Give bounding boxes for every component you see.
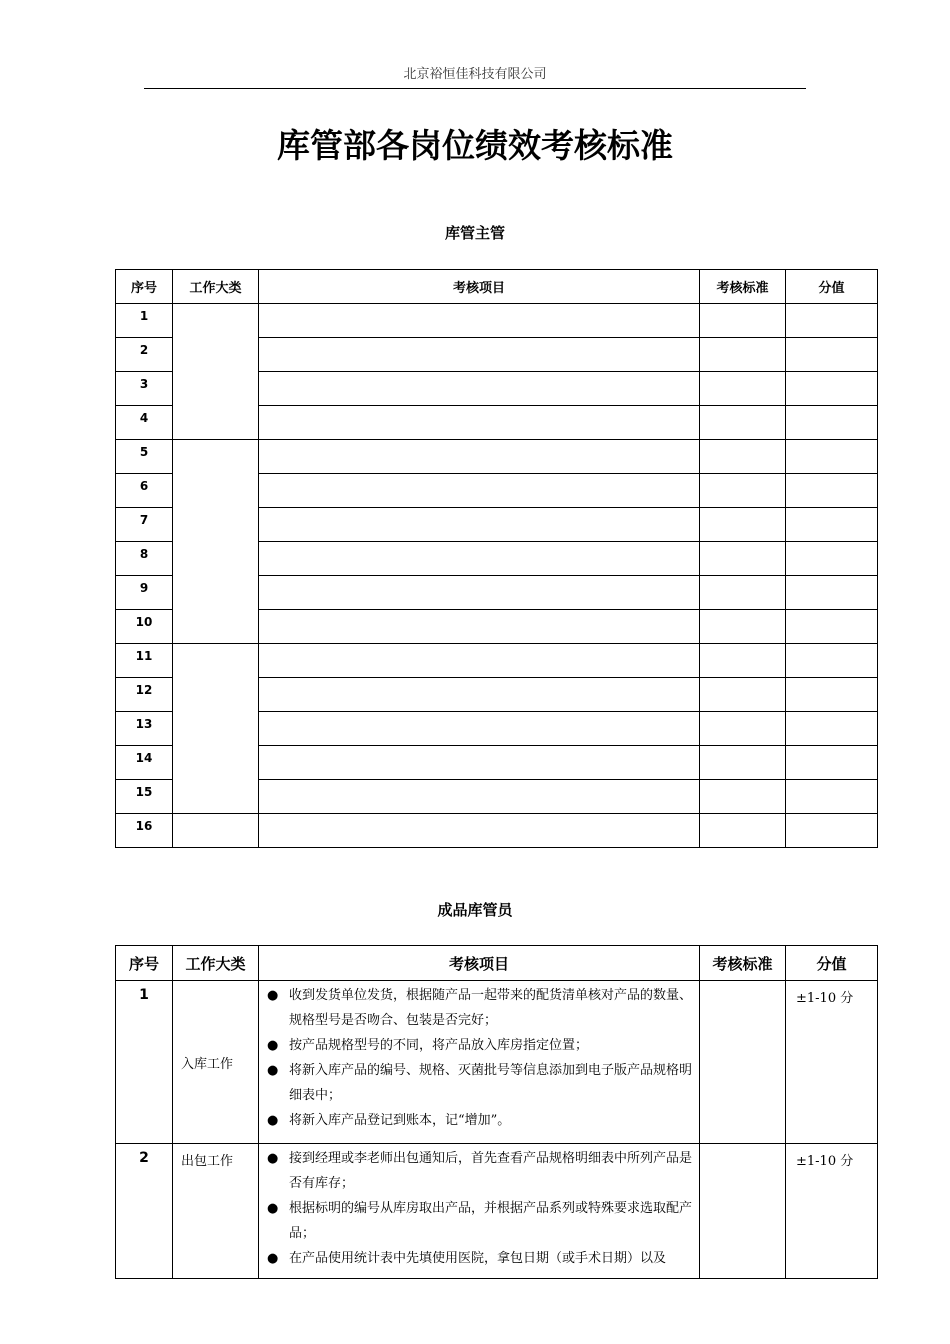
col-header-index: 序号 <box>116 270 173 304</box>
table-header-row <box>116 946 878 981</box>
section-title-warehouse-supervisor: 库管主管 <box>444 224 505 242</box>
standard-cell <box>700 814 786 848</box>
item-cell <box>259 678 700 712</box>
table-row <box>116 981 878 1144</box>
item-cell <box>259 746 700 780</box>
row-index: 5 <box>116 440 173 474</box>
row-index: 6 <box>116 474 173 508</box>
item-cell <box>259 814 700 848</box>
score-cell <box>786 814 878 848</box>
row-index: 4 <box>116 406 173 440</box>
standard-cell <box>700 712 786 746</box>
row-index: 7 <box>116 508 173 542</box>
standard-cell <box>700 644 786 678</box>
score-cell <box>786 610 878 644</box>
row-index: 16 <box>116 814 173 848</box>
score-cell <box>786 712 878 746</box>
row-index: 2 <box>116 338 173 372</box>
col-header-category: 工作大类 <box>173 270 259 304</box>
table-header-row <box>116 270 878 304</box>
standard-cell <box>700 542 786 576</box>
col-header-score: 分值 <box>786 946 878 981</box>
standard-cell <box>700 406 786 440</box>
standard-cell <box>700 338 786 372</box>
col-header-score: 分值 <box>786 270 878 304</box>
list-item: ● 在产品使用统计表中先填使用医院，拿包日期（或手术日期）以及 <box>267 1246 693 1271</box>
row-index: 8 <box>116 542 173 576</box>
col-header-standard: 考核标准 <box>700 270 786 304</box>
standard-cell <box>700 474 786 508</box>
standard-cell <box>700 304 786 338</box>
table-row <box>116 814 878 848</box>
standard-cell <box>700 440 786 474</box>
col-header-index: 序号 <box>116 946 173 981</box>
list-item: ● 按产品规格型号的不同，将产品放入库房指定位置； <box>267 1033 693 1058</box>
score-cell <box>786 406 878 440</box>
score-cell <box>786 542 878 576</box>
item-cell <box>259 644 700 678</box>
col-header-category: 工作大类 <box>173 946 259 981</box>
item-cell <box>259 712 700 746</box>
supervisor-table <box>115 269 878 848</box>
row-index: 11 <box>116 644 173 678</box>
row-index: 13 <box>116 712 173 746</box>
score-cell <box>786 338 878 372</box>
score-cell <box>786 780 878 814</box>
table-row <box>116 304 878 338</box>
score-cell <box>786 372 878 406</box>
standard-cell <box>700 372 786 406</box>
category-cell: 入库工作 <box>173 981 259 1144</box>
item-cell <box>259 542 700 576</box>
list-item: ● 将新入库产品登记到账本，记“增加”。 <box>267 1108 693 1133</box>
item-cell <box>259 372 700 406</box>
row-index: 1 <box>116 304 173 338</box>
standard-cell <box>700 678 786 712</box>
item-cell <box>259 1144 700 1279</box>
score-cell: ±1-10 分 <box>786 981 878 1144</box>
score-cell <box>786 644 878 678</box>
item-cell <box>259 474 700 508</box>
table-row <box>116 644 878 678</box>
row-index: 14 <box>116 746 173 780</box>
category-cell <box>173 644 259 814</box>
col-header-standard: 考核标准 <box>700 946 786 981</box>
score-cell: ±1-10 分 <box>786 1144 878 1279</box>
item-list <box>267 983 693 1133</box>
list-item: ● 收到发货单位发货，根据随产品一起带来的配货清单核对产品的数量、规格型号是否吻合、包装是否完好； <box>267 983 693 1033</box>
item-cell <box>259 304 700 338</box>
score-cell <box>786 304 878 338</box>
standard-cell <box>700 780 786 814</box>
list-item: ● 根据标明的编号从库房取出产品，并根据产品系列或特殊要求选取配产品； <box>267 1196 693 1246</box>
row-index: 1 <box>116 981 173 1144</box>
col-header-item: 考核项目 <box>259 946 700 981</box>
standard-cell <box>700 508 786 542</box>
standard-cell <box>700 1144 786 1279</box>
standard-cell <box>700 981 786 1144</box>
standard-cell <box>700 576 786 610</box>
item-cell <box>259 610 700 644</box>
score-cell <box>786 508 878 542</box>
page-header: 北京裕恒佳科技有限公司 <box>144 63 806 89</box>
row-index: 12 <box>116 678 173 712</box>
finished-goods-keeper-table <box>115 945 878 1279</box>
score-cell <box>786 474 878 508</box>
item-cell <box>259 406 700 440</box>
row-index: 3 <box>116 372 173 406</box>
category-cell: 出包工作 <box>173 1144 259 1279</box>
list-item: ● 接到经理或李老师出包通知后，首先查看产品规格明细表中所列产品是否有库存； <box>267 1146 693 1196</box>
standard-cell <box>700 610 786 644</box>
item-cell <box>259 981 700 1144</box>
category-cell <box>173 440 259 644</box>
list-item: ● 将新入库产品的编号、规格、灭菌批号等信息添加到电子版产品规格明细表中； <box>267 1058 693 1108</box>
score-cell <box>786 746 878 780</box>
standard-cell <box>700 746 786 780</box>
item-cell <box>259 338 700 372</box>
item-cell <box>259 508 700 542</box>
item-list <box>267 1146 693 1271</box>
section-title-finished-goods-keeper: 成品库管员 <box>437 901 513 919</box>
row-index: 9 <box>116 576 173 610</box>
row-index: 10 <box>116 610 173 644</box>
item-cell <box>259 780 700 814</box>
score-cell <box>786 576 878 610</box>
category-cell <box>173 814 259 848</box>
row-index: 15 <box>116 780 173 814</box>
table-row <box>116 440 878 474</box>
category-cell <box>173 304 259 440</box>
score-cell <box>786 678 878 712</box>
col-header-item: 考核项目 <box>259 270 700 304</box>
score-cell <box>786 440 878 474</box>
item-cell <box>259 440 700 474</box>
document-title: 库管部各岗位绩效考核标准 <box>277 126 673 165</box>
item-cell <box>259 576 700 610</box>
table-row <box>116 1144 878 1279</box>
row-index: 2 <box>116 1144 173 1279</box>
